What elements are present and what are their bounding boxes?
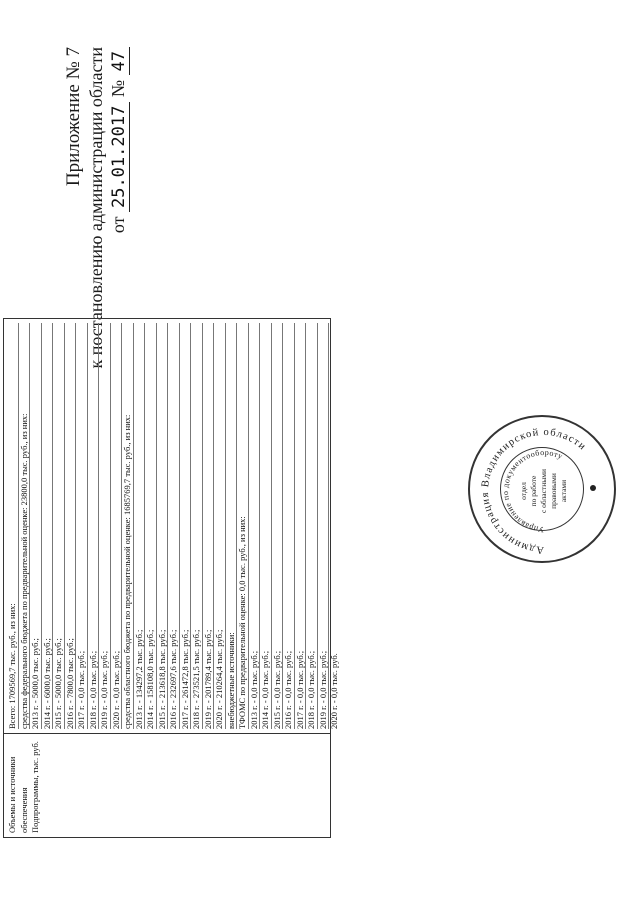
table-row: 2014 г. - 6000,0 тыс. руб.; [42,323,54,729]
table-row: 2016 г. - 232697,6 тыс. руб.; [168,323,180,729]
seal-outer-text: Администрация Владимирской области [479,426,589,556]
table-row: 2020 г. - 0,0 тыс. руб.; [111,323,123,729]
table-row: 2013 г. - 0,0 тыс. руб.; [249,323,261,729]
seal-center-line: актами [559,479,568,503]
table-row: 2014 г. - 0,0 тыс. руб.; [260,323,272,729]
seal-center-line: с областными [539,468,548,514]
seal-inner-ring [500,447,584,531]
table-row: 2019 г. - 201789,4 тыс. руб.; [203,323,215,729]
seal-dot-icon [590,485,596,491]
handwritten-number: 47 [109,47,130,75]
table-right-column [4,319,339,733]
table-row: 2015 г. - 5000,0 тыс. руб.; [53,323,65,729]
appendix-subtitle: к постановлению администрации области [86,47,106,369]
date-prefix: от [108,216,128,234]
table-row: 2019 г. - 0,0 тыс. руб.; [99,323,111,729]
table-row: 2017 г. - 0,0 тыс. руб.; [76,323,88,729]
table-row: 2018 г. - 0,0 тыс. руб.; [88,323,100,729]
table-row: 2016 г. - 7800,0 тыс. руб.; [65,323,77,729]
seal-center-line: по работе [529,475,538,507]
table-row: 2015 г. - 213618,8 тыс. руб.; [157,323,169,729]
table-row: 2014 г. - 158108,0 тыс. руб.; [145,323,157,729]
table-row: ТФОМС по предварительной оценке: 0,0 тыс. руб., из них: [237,323,249,729]
table-row: внебюджетные источники: [226,323,238,729]
table-row: Всего: 1709569,7 тыс. руб., из них: [7,323,19,729]
seal-inner-text: Управление по документообороту [500,447,565,535]
table-row: 2019 г. - 0,0 тыс. руб.; [318,323,330,729]
appendix-title: Приложение № 7 [63,47,84,187]
table-frame [3,318,339,838]
table-row: 2017 г. - 0,0 тыс. руб.; [295,323,307,729]
table-row: 2016 г. - 0,0 тыс. руб.; [283,323,295,729]
seal-center-line: отдел [519,482,528,500]
table-row: 2020 г. - 0,0 тыс. руб. [329,653,339,729]
table-row: 2018 г. - 273521,5 тыс. руб.; [191,323,203,729]
table-row: 2020 г. - 210264,4 тыс. руб.; [214,323,226,729]
official-seal [468,415,616,563]
handwritten-date: 25.01.2017 [109,102,130,212]
table-left-column [4,733,330,837]
funding-table [3,318,339,838]
seal-center-line: правовыми [549,473,558,509]
table-row: 2017 г. - 261472,8 тыс. руб.; [180,323,192,729]
table-row: 2015 г. - 0,0 тыс. руб.; [272,323,284,729]
table-row: средства областного бюджета по предварительной оценке: 1685769,7 тыс. руб., из них: [122,323,134,729]
left-header-text: Объемы и источники обеспечения Подпрограммы, тыс. руб. [7,741,40,833]
number-prefix: № [108,79,128,98]
table-row: 2013 г. - 5000,0 тыс. руб.; [30,323,42,729]
table-row: 2018 г. - 0,0 тыс. руб.; [306,323,318,729]
table-row: средства федерального бюджета по предварительной оценке: 23800,0 тыс. руб., из них: [19,323,31,729]
table-row: 2013 г. - 134297,2 тыс. руб.; [134,323,146,729]
